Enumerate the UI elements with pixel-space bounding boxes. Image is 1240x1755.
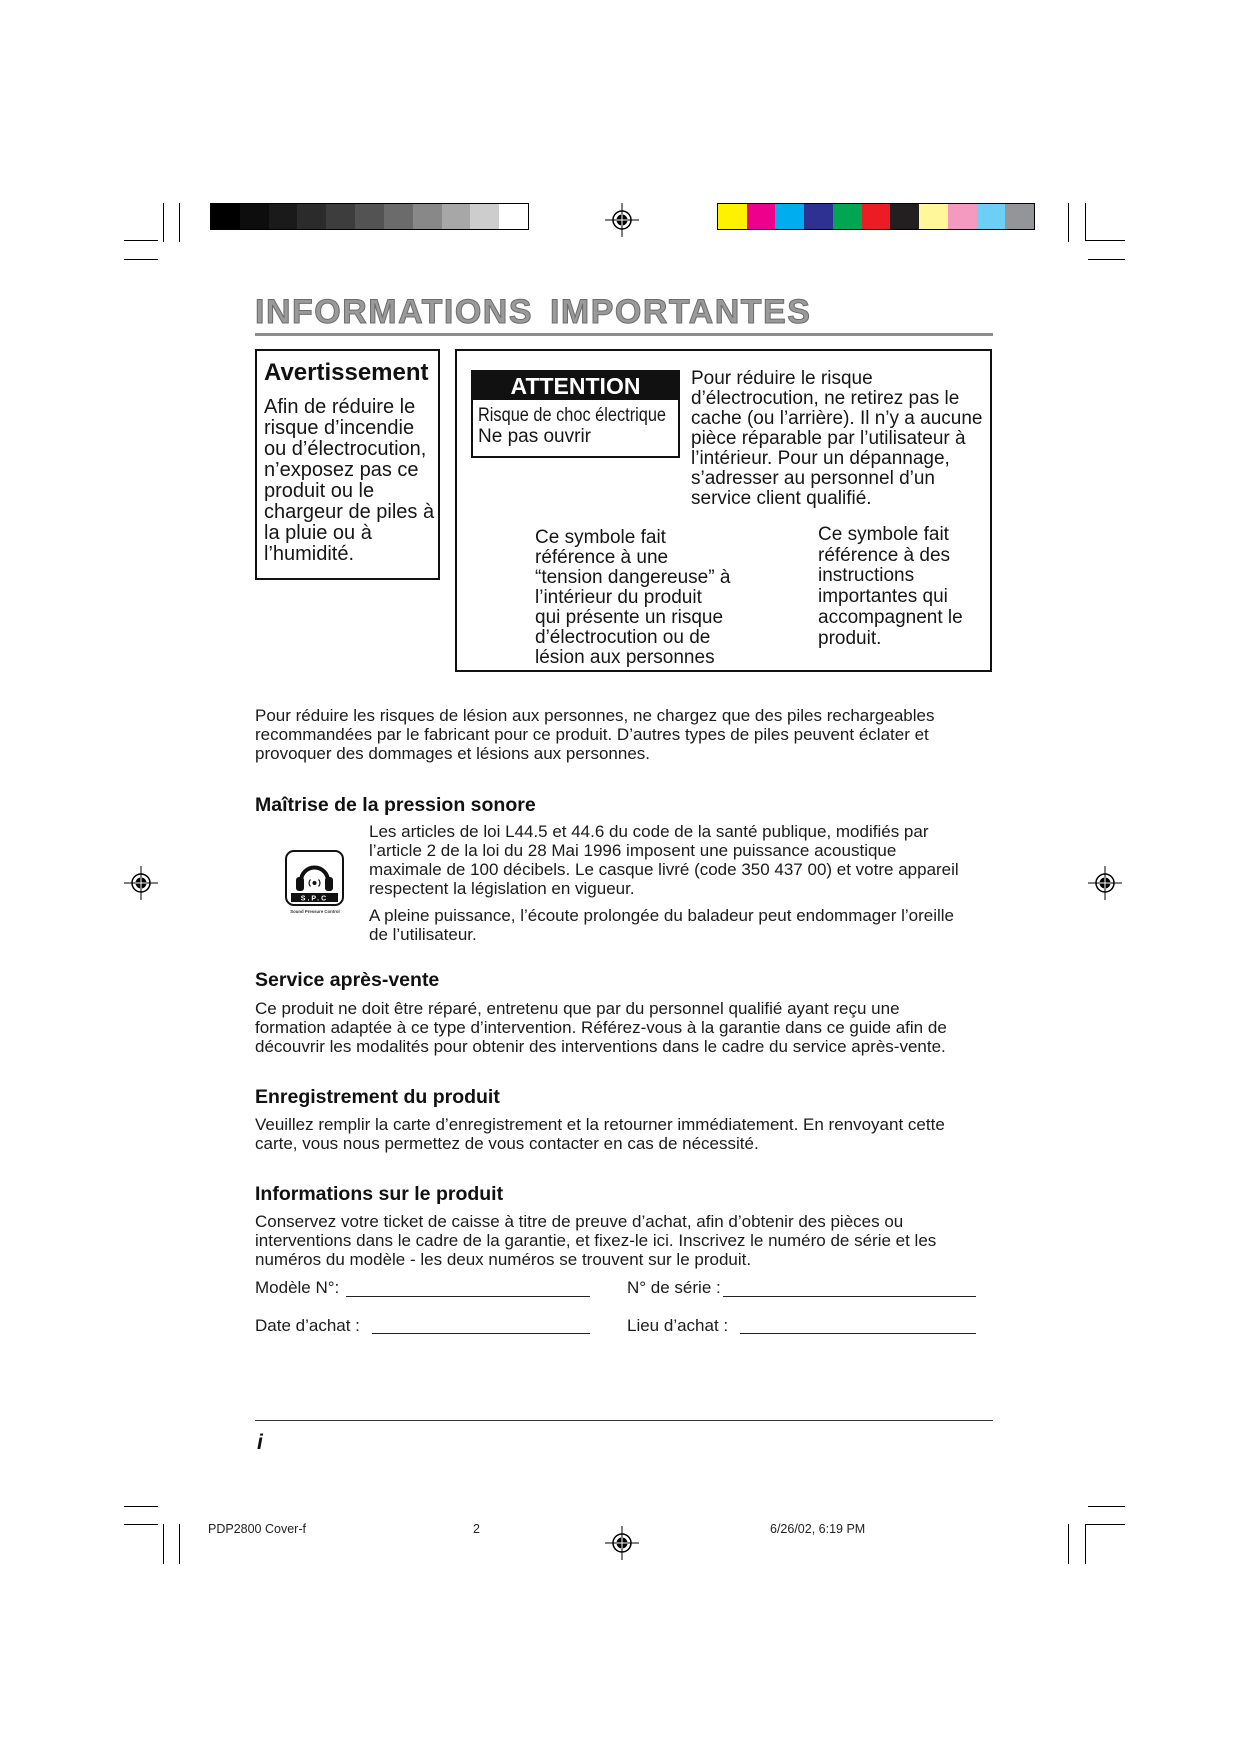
registration-mark-icon bbox=[124, 866, 158, 900]
voltage-symbol-text bbox=[535, 528, 730, 668]
color-swatch bbox=[718, 204, 747, 229]
text-line: n’exposez pas ce bbox=[264, 459, 419, 481]
spc-logo-caption: Sound Pressure Control bbox=[290, 909, 340, 914]
text-line: service client qualifié. bbox=[691, 488, 872, 509]
purchase-date-label: Date d’achat : bbox=[255, 1316, 360, 1335]
registration-mark-icon bbox=[605, 203, 639, 237]
color-swatch bbox=[833, 204, 862, 229]
spc-logo-text: S.P.C bbox=[300, 895, 329, 903]
text-line: Afin de réduire le bbox=[264, 396, 416, 418]
text-line: produit ou le bbox=[264, 480, 375, 502]
product-info-heading: Informations sur le produit bbox=[255, 1183, 504, 1205]
color-swatch bbox=[862, 204, 891, 229]
registration-mark-icon bbox=[1088, 866, 1122, 900]
text-line: d’électrocution, ne retirez pas le bbox=[691, 388, 960, 409]
product-info-text bbox=[255, 1212, 936, 1269]
footer-rule bbox=[255, 1420, 993, 1421]
text-line: Ce symbole fait bbox=[818, 524, 949, 545]
crop-mark bbox=[163, 203, 164, 242]
text-line: Ce produit ne doit être réparé, entretenu que par du personnel qualifié ayant reçu une bbox=[255, 999, 900, 1018]
text-line: carte, vous nous permettez de vous contacter en cas de nécessité. bbox=[255, 1134, 759, 1153]
text-line: l’intérieur. Pour un dépannage, bbox=[691, 448, 950, 469]
page-number: i bbox=[257, 1431, 263, 1454]
spc-headphones-icon bbox=[284, 850, 346, 916]
crop-mark bbox=[1068, 203, 1069, 242]
text-line: formation adaptée à ce type d’intervention. Référez-vous à la garantie dans ce guide afin de bbox=[255, 1018, 947, 1037]
gray-swatch bbox=[297, 204, 326, 229]
text-line: Ce symbole fait bbox=[535, 527, 666, 548]
crop-mark bbox=[124, 1506, 158, 1507]
shock-risk-text: Risque de choc électrique bbox=[478, 405, 667, 426]
text-line: provoquer des dommages et lésions aux personnes. bbox=[255, 744, 651, 763]
text-line: de l’utilisateur. bbox=[369, 925, 477, 944]
text-line: cache (ou l’arrière). Il n’y a aucune bbox=[691, 408, 983, 429]
color-swatch bbox=[948, 204, 977, 229]
crop-mark bbox=[179, 1524, 180, 1564]
text-line: lésion aux personnes bbox=[535, 647, 715, 668]
text-line: référence à des bbox=[818, 544, 951, 566]
crop-mark bbox=[1068, 1524, 1069, 1564]
warning-text bbox=[264, 397, 434, 565]
serial-number-field bbox=[723, 1296, 976, 1297]
gray-swatch bbox=[470, 204, 499, 229]
text-line: risque d’incendie bbox=[264, 417, 415, 439]
purchase-date-field bbox=[372, 1333, 590, 1334]
text-line: numéros du modèle - les deux numéros se trouvent sur le produit. bbox=[255, 1250, 752, 1269]
color-swatch bbox=[977, 204, 1006, 229]
text-line: importantes qui bbox=[818, 586, 948, 608]
crop-mark bbox=[1085, 240, 1125, 241]
text-line: accompagnent le bbox=[818, 606, 963, 628]
text-line: pièce réparable par l’utilisateur à bbox=[691, 428, 966, 449]
sound-pressure-heading: Maîtrise de la pression sonore bbox=[255, 794, 536, 816]
text-line: “tension dangereuse” à bbox=[535, 567, 731, 588]
text-line: interventions dans le cadre de la garantie, et fixez-le ici. Inscrivez le numéro de série et les bbox=[255, 1231, 937, 1250]
text-line: chargeur de piles à bbox=[264, 501, 435, 523]
crop-mark bbox=[124, 259, 158, 260]
registration-heading: Enregistrement du produit bbox=[255, 1086, 500, 1108]
crop-mark bbox=[1088, 1506, 1125, 1507]
color-swatch bbox=[890, 204, 919, 229]
gray-swatch bbox=[240, 204, 269, 229]
gray-swatch bbox=[442, 204, 471, 229]
instructions-symbol-text bbox=[818, 525, 963, 649]
crop-mark bbox=[1088, 259, 1125, 260]
gray-swatch bbox=[269, 204, 298, 229]
purchase-place-field bbox=[740, 1333, 976, 1334]
text-line: Pour réduire les risques de lésion aux personnes, ne chargez que des piles rechargeables bbox=[255, 706, 935, 725]
crop-mark bbox=[124, 240, 158, 241]
slug-file-name: PDP2800 Cover-f bbox=[208, 1522, 306, 1536]
color-swatch bbox=[747, 204, 776, 229]
crop-mark bbox=[1085, 1524, 1125, 1525]
text-line: ou d’électrocution, bbox=[264, 438, 427, 460]
caution-label: ATTENTION bbox=[473, 372, 678, 400]
text-line: d’électrocution ou de bbox=[535, 627, 711, 648]
text-line: recommandées par le fabricant pour ce produit. D’autres types de piles peuvent éclater et bbox=[255, 725, 929, 744]
crop-mark bbox=[179, 203, 180, 242]
crop-mark bbox=[163, 1524, 164, 1564]
service-text bbox=[255, 999, 947, 1056]
crop-mark bbox=[124, 1524, 158, 1525]
crop-mark bbox=[1085, 1524, 1086, 1564]
gray-swatch bbox=[326, 204, 355, 229]
text-line: l’humidité. bbox=[264, 543, 355, 565]
text-line: maximale de 100 décibels. Le casque livré (code 350 437 00) et votre appareil bbox=[369, 860, 959, 879]
text-line: Les articles de loi L44.5 et 44.6 du code de la santé publique, modifiés par bbox=[369, 822, 929, 841]
text-line: instructions bbox=[818, 565, 915, 587]
text-line: la pluie ou à bbox=[264, 522, 372, 544]
gray-swatch bbox=[211, 204, 240, 229]
text-line: l’intérieur du produit bbox=[535, 587, 702, 608]
model-number-label: Modèle N°: bbox=[255, 1278, 340, 1297]
text-line: qui présente un risque bbox=[535, 607, 724, 628]
registration-mark-icon bbox=[605, 1526, 639, 1560]
service-heading: Service après-vente bbox=[255, 969, 440, 991]
gray-swatch bbox=[355, 204, 384, 229]
caution-text bbox=[691, 369, 982, 509]
color-bar bbox=[717, 203, 1035, 230]
model-number-field bbox=[346, 1296, 590, 1297]
purchase-place-label: Lieu d’achat : bbox=[627, 1316, 729, 1335]
serial-number-label: N° de série : bbox=[627, 1278, 721, 1297]
battery-notice bbox=[255, 706, 934, 763]
page-title: INFORMATIONS IMPORTANTES bbox=[255, 293, 812, 331]
text-line: respectent la législation en vigueur. bbox=[369, 879, 635, 898]
color-swatch bbox=[804, 204, 833, 229]
do-not-open-text: Ne pas ouvrir bbox=[478, 426, 591, 447]
text-line: découvrir les modalités pour obtenir des interventions dans le cadre du service après-vente. bbox=[255, 1037, 946, 1056]
gray-swatch bbox=[413, 204, 442, 229]
sound-pressure-law-text bbox=[369, 822, 959, 898]
slug-timestamp: 6/26/02, 6:19 PM bbox=[770, 1522, 866, 1536]
text-line: référence à une bbox=[535, 547, 669, 568]
text-line: produit. bbox=[818, 627, 882, 649]
color-swatch bbox=[775, 204, 804, 229]
text-line: A pleine puissance, l’écoute prolongée du baladeur peut endommager l’oreille bbox=[369, 906, 955, 925]
text-line: Conservez votre ticket de caisse à titre de preuve d’achat, afin d’obtenir des pièces ou bbox=[255, 1212, 904, 1231]
grayscale-bar bbox=[210, 203, 529, 230]
color-swatch bbox=[1005, 204, 1034, 229]
registration-text bbox=[255, 1115, 945, 1153]
text-line: Veuillez remplir la carte d’enregistrement et la retourner immédiatement. En renvoyant cette bbox=[255, 1115, 945, 1134]
sound-pressure-hearing-text bbox=[369, 906, 954, 944]
color-swatch bbox=[919, 204, 948, 229]
slug-sheet-number: 2 bbox=[473, 1522, 480, 1536]
warning-heading: Avertissement bbox=[264, 359, 429, 386]
text-line: Pour réduire le risque bbox=[691, 368, 873, 389]
text-line: s’adresser au personnel d’un bbox=[691, 468, 935, 489]
gray-swatch bbox=[499, 204, 528, 229]
crop-mark bbox=[1085, 203, 1086, 241]
text-line: l’article 2 de la loi du 28 Mai 1996 imposent une puissance acoustique bbox=[369, 841, 897, 860]
title-underline bbox=[255, 333, 993, 336]
gray-swatch bbox=[384, 204, 413, 229]
